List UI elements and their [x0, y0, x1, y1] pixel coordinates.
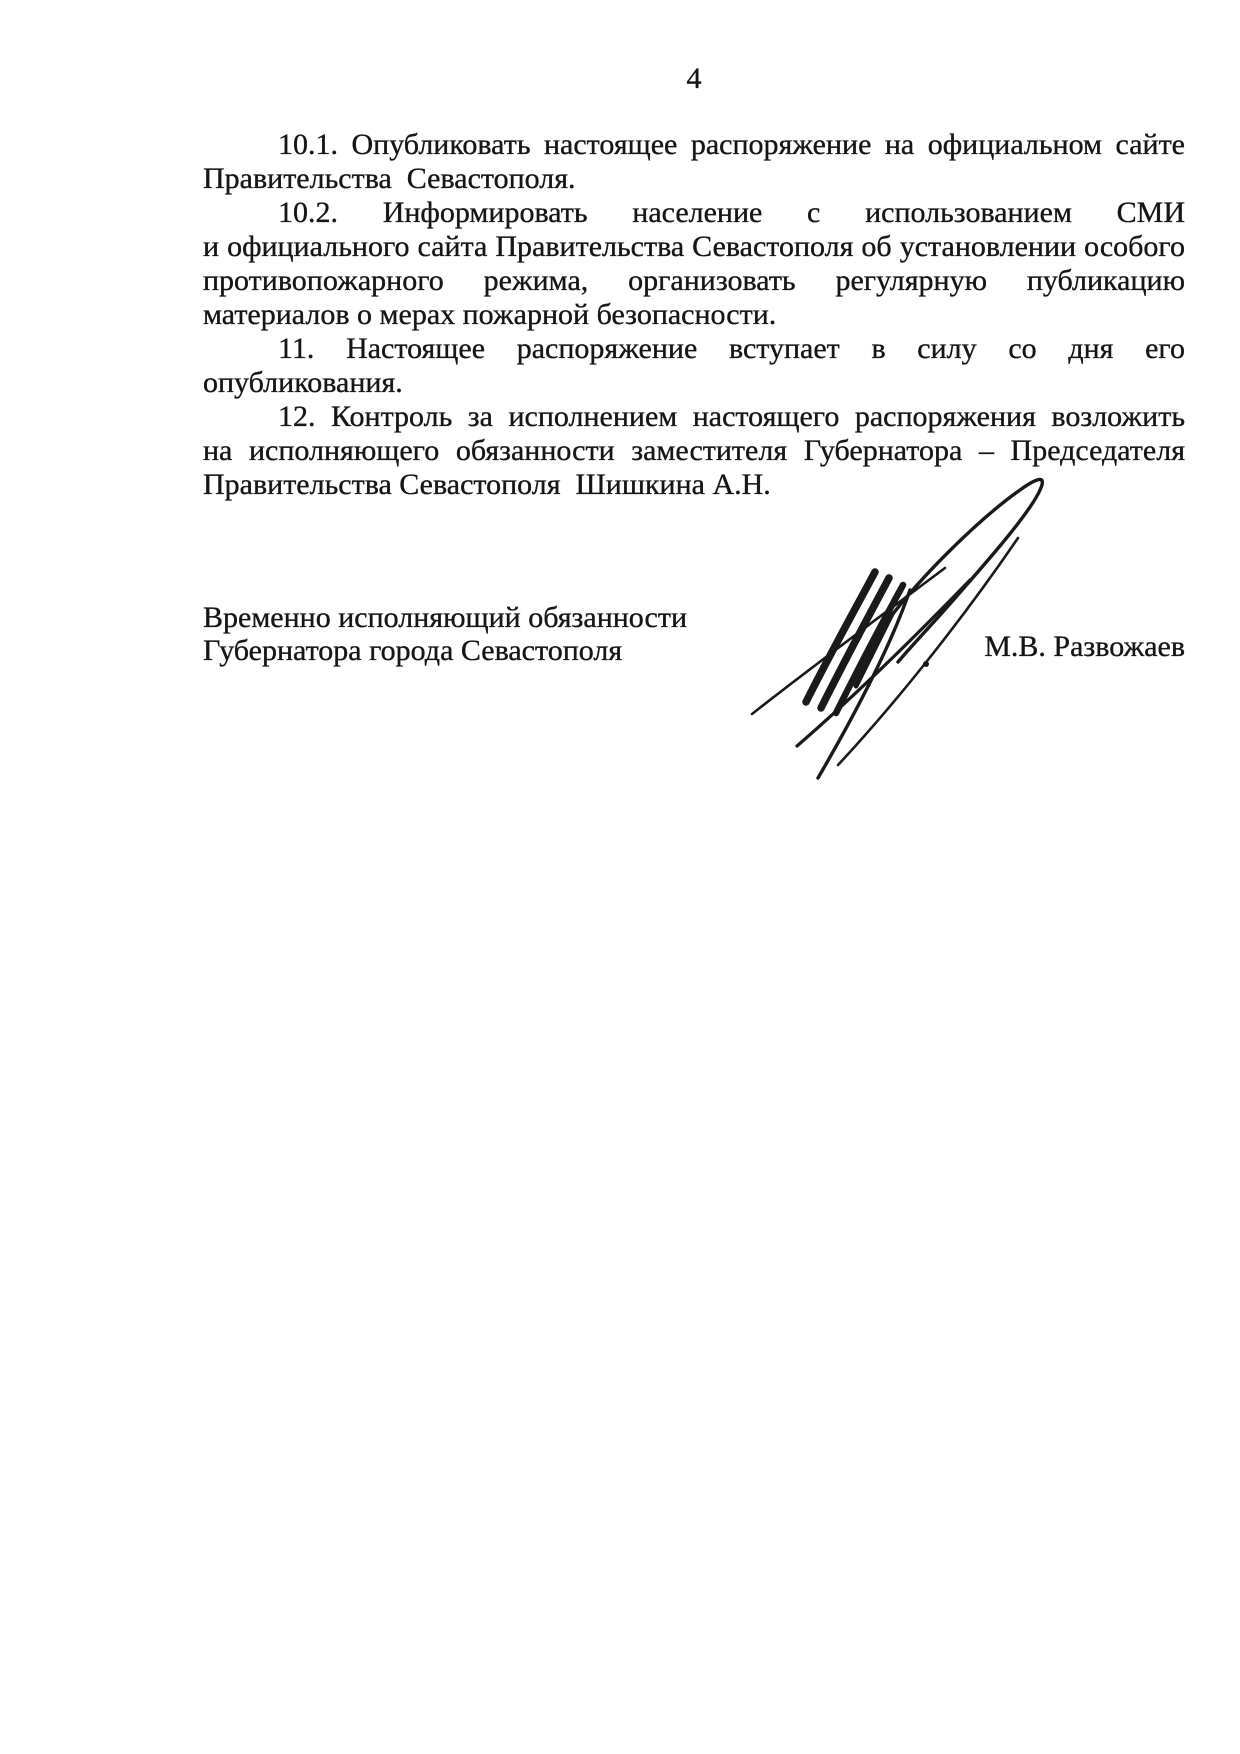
- paragraph-line: опубликования.: [203, 366, 403, 399]
- paragraph-line: противопожарного режима, организовать регулярную публикацию: [203, 264, 1185, 297]
- paragraph-line: 11. Настоящее распоряжение вступает в силу со дня его: [278, 332, 1185, 365]
- paragraph-line: материалов о мерах пожарной безопасности.: [203, 298, 777, 331]
- paragraph-line: 10.1. Опубликовать настоящее распоряжение на официальном сайте: [278, 128, 1185, 161]
- signoff-role-line: Временно исполняющий обязанности: [203, 601, 688, 634]
- paragraph-line: на исполняющего обязанности заместителя Губернатора – Председателя: [203, 434, 1185, 467]
- paragraph-line: и официального сайта Правительства Севастополя об установлении особого: [203, 230, 1185, 263]
- handwritten-signature-icon: [738, 468, 1058, 783]
- page-number: 4: [686, 62, 702, 95]
- signatory-name: М.В. Развожаев: [984, 630, 1185, 663]
- paragraph-line: Правительства Севастополя Шишкина А.Н.: [203, 468, 771, 501]
- signoff-role-line: Губернатора города Севастополя: [203, 634, 623, 667]
- document-body: [203, 128, 1185, 502]
- paragraph-line: 12. Контроль за исполнением настоящего распоряжения возложить: [278, 400, 1185, 433]
- signoff-role: [203, 601, 687, 667]
- paragraph-line: Правительства Севастополя.: [203, 162, 576, 195]
- paragraph-line: 10.2. Информировать население с использованием СМИ: [278, 196, 1185, 229]
